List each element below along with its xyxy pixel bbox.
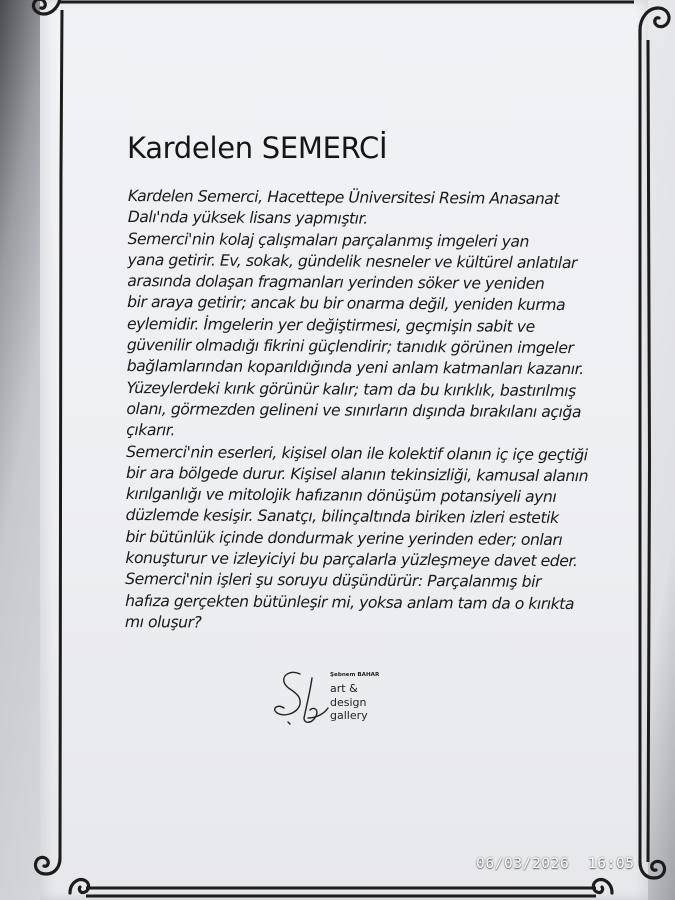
bio-line: bir ara bölgede durur. Kişisel alanın tekinsizliği, kamusal alanın [125,463,589,486]
gallery-name-line: design [330,695,367,709]
frame-right-border [640,40,650,862]
bio-line: Semerci'nin eserleri, kişisel olan ile kolektif olanın iç içe geçtiği [126,442,588,464]
frame-left-border [60,10,62,858]
bio-line: olanı, görmezden gelineni ve sınırların dışında bırakılanı açığa [126,399,582,422]
bio-line: kırılganlığı ve mitolojik hafızanın dönüşüm potansiyeli aynı [125,485,557,507]
bio-line: mı oluşur? [124,612,202,632]
frame-bottom-border [86,888,596,896]
monogram-icon [272,668,332,732]
artist-biography [125,186,598,637]
bio-line: Semerci'nin işleri şu soruyu düşündürür: Parçalanmış bir [125,570,542,592]
gallery-name-line: gallery [330,709,368,722]
gallery-name-line: art & [330,682,358,695]
bio-line: Kardelen Semerci, Hacettepe Üniversitesi Resim Anasanat [127,186,560,209]
corner-scroll-top-left [33,0,60,14]
bio-line: hafıza gerçekten bütünleşir mi, yoksa anlam tam da o kırıkta [125,591,575,613]
gallery-owner-name: Şebnem BAHAR [330,672,380,678]
artist-name-title: Kardelen SEMERCİ [127,131,388,165]
bio-line: Yüzeylerdeki kırık görünür kalır; tam da bu kırıklık, bastırılmış [126,378,576,400]
gallery-logo [272,668,392,732]
bio-line: güvenilir olmadığı fikrini güçlendirir; tanıdık görünen imgeler [126,336,574,358]
bio-line: eylemidir. İmgelerin yer değiştirmesi, geçmişin sabit ve [126,314,535,336]
bio-line: bir bütünlük içinde dondurmak yerine yerinden eder; onları [125,527,563,549]
bio-line: konuşturur ve izleyiciyi bu parçalarla yüzleşmeye davet eder. [125,549,578,571]
bio-line: Dalı'nda yüksek lisans yapmıştır. [127,208,368,228]
bio-line: bağlamlarından koparıldığında yeni anlam katmanları kazanır. [126,357,584,379]
bio-line: yana getirir. Ev, sokak, gündelik nesneler ve kültürel anlatılar [127,250,577,273]
photo-timestamp: 06/03/2026 16:05 [476,856,635,872]
gallery-name [330,682,368,723]
corner-scroll-bottom-left [35,857,88,893]
bio-line: düzlemde kesişir. Sanatçı, bilinçaltında biriken izleri estetik [125,506,559,528]
bio-line: bir araya getirir; ancak bu bir onarma değil, yeniden kurma [127,293,566,315]
bio-line: çıkarır. [126,421,175,440]
bio-line: arasında dolaşan fragmanları yerinden söker ve yeniden [127,272,545,294]
corner-scroll-top-right [640,8,669,40]
bio-line: Semerci'nin kolaj çalışmaları parçalanmış imgeleri yan [127,229,530,251]
